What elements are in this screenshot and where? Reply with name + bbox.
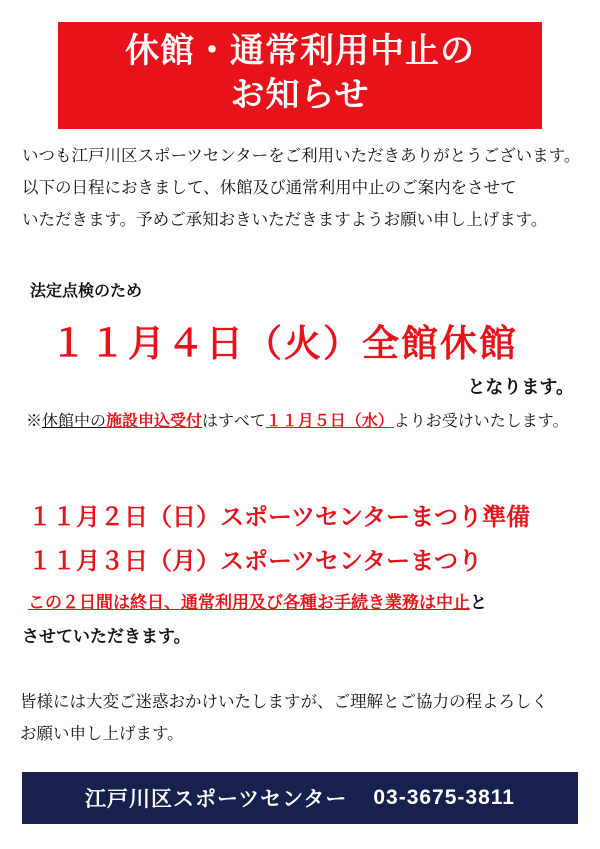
note-red-underline-1: 施設申込受付 — [106, 413, 203, 430]
footer-bar — [22, 772, 578, 824]
closure-date-headline: １１月４日（火）全館休館 — [50, 323, 518, 364]
header-banner — [58, 22, 542, 129]
intro-line-1: いつも江戸川区スポーツセンターをご利用いただきありがとうございます。 — [22, 147, 581, 165]
event-line-2: １１月３日（月）スポーツセンターまつり — [28, 548, 483, 575]
closure-note — [26, 408, 586, 431]
note-prefix: ※ — [26, 413, 43, 430]
closing-line-2: お願い申し上げます。 — [20, 725, 184, 744]
event-cancellation-line-2: させていただきます。 — [22, 627, 191, 646]
closure-reason-label: 法定点検のため — [30, 283, 143, 300]
intro-line-3: いただきます。予めご承知おきいただきますようお願い申し上げます。 — [22, 211, 548, 230]
cancellation-black-tail: と — [470, 593, 487, 612]
note-middle: はすべて — [202, 413, 266, 430]
footer-phone: 03-3675-3811 — [373, 786, 515, 809]
footer-organization: 江戸川区スポーツセンター — [85, 788, 348, 811]
event-cancellation-line — [28, 588, 588, 613]
header-title-line1: 休館・通常利用中止の — [125, 32, 475, 70]
cancellation-red-text: この２日間は終日、通常利用及び各種お手続き業務は中止 — [28, 593, 470, 612]
note-suffix: よりお受けいたします。 — [393, 413, 569, 430]
note-red-underline-2: １１月５日（水） — [265, 413, 394, 430]
note-black-underline: 休館中の — [42, 413, 107, 430]
intro-paragraph — [22, 140, 582, 237]
closure-becomes-text: となります。 — [467, 377, 574, 397]
header-title-line2: お知らせ — [230, 75, 370, 114]
intro-line-2: 以下の日程におきまして、休館及び通常利用中止のご案内をさせて — [22, 179, 517, 198]
event-line-1: １１月２日（日）スポーツセンターまつり準備 — [28, 504, 531, 531]
closing-paragraph — [20, 686, 585, 750]
closing-line-1: 皆様には大変ご迷惑おかけいたしますが、ご理解とご協力の程よろしく — [20, 693, 548, 711]
